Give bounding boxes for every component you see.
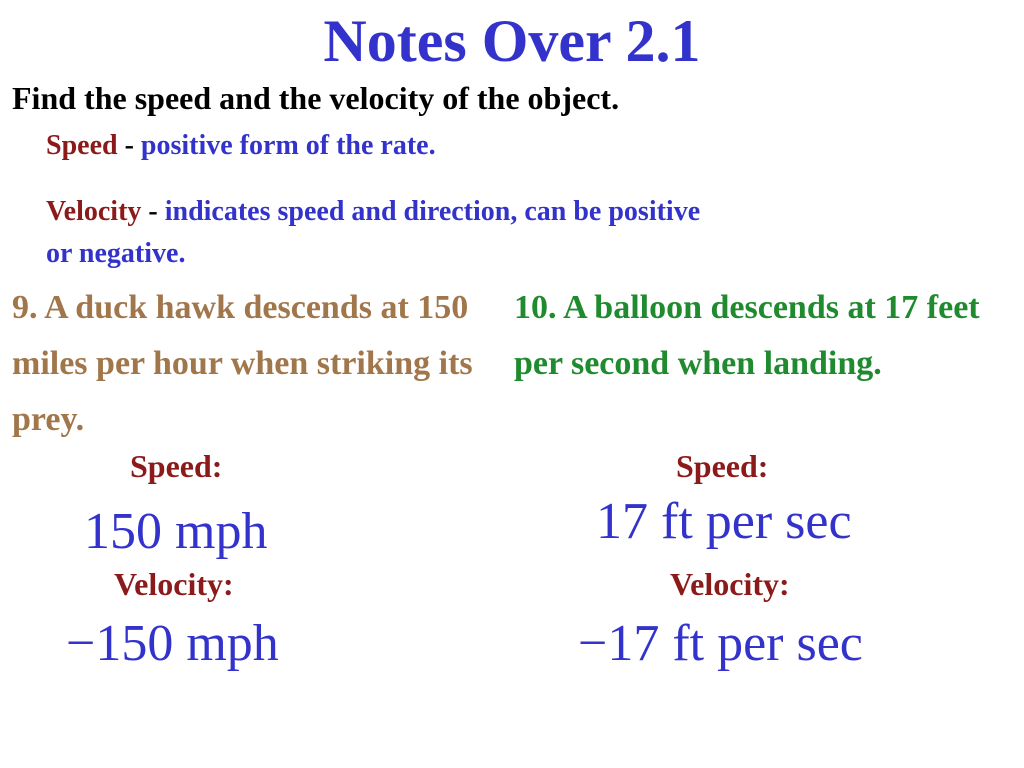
velocity-meaning-line1: indicates speed and direction, can be positive	[164, 196, 701, 227]
speed-meaning: positive form of the rate.	[140, 130, 436, 161]
problem-9-velocity-label: Velocity:	[114, 566, 234, 602]
problem-9-text: 9. A duck hawk descends at 150 miles per hour when striking its prey.	[12, 289, 473, 438]
velocity-term: Velocity	[46, 196, 142, 227]
problem-9-speed-answer: 150 mph	[84, 503, 268, 560]
speed-definition	[46, 130, 436, 162]
problem-9-velocity-answer: −150 mph	[66, 615, 279, 672]
problem-10-velocity-label: Velocity:	[670, 566, 790, 602]
page-title: Notes Over 2.1	[323, 8, 701, 74]
problem-10-velocity-answer: −17 ft per sec	[578, 615, 863, 672]
speed-term: Speed	[46, 130, 118, 161]
instruction-text: Find the speed and the velocity of the object.	[12, 80, 620, 116]
velocity-dash: -	[148, 196, 158, 227]
velocity-definition-continued	[46, 238, 185, 270]
problem-10-speed-answer: 17 ft per sec	[596, 493, 852, 550]
problem-9-speed-label: Speed:	[130, 448, 223, 484]
velocity-definition	[46, 196, 700, 228]
problem-10-speed-label: Speed:	[676, 448, 769, 484]
speed-dash: -	[124, 130, 134, 161]
problem-10-text: 10. A balloon descends at 17 feet per second when landing.	[514, 289, 980, 382]
velocity-meaning-line2: or negative.	[46, 238, 186, 269]
